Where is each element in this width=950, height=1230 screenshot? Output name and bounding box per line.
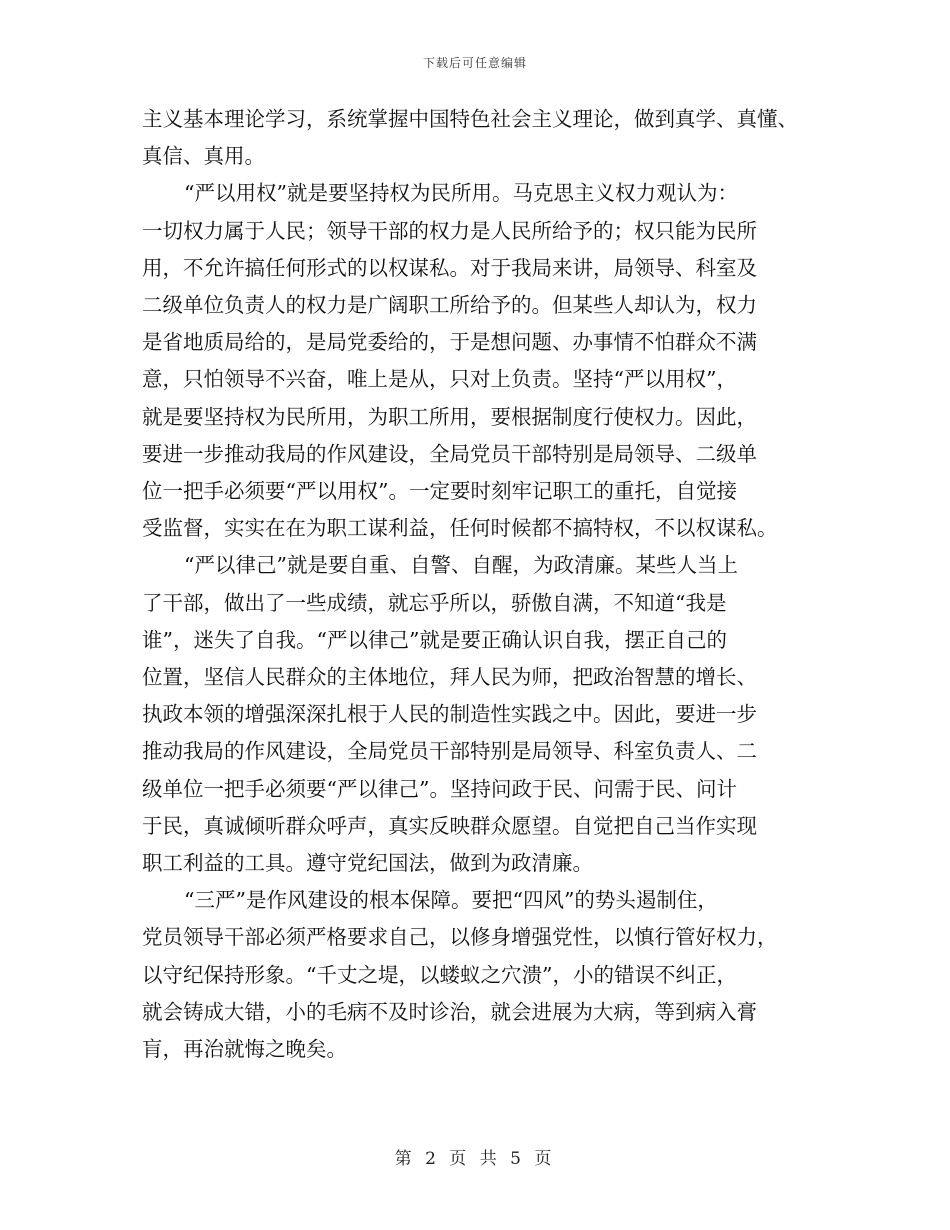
text-line: 党员领导干部必须严格要求自己，以修身增强党性，以慎行管好权力，	[142, 925, 778, 950]
paragraph-1	[142, 101, 810, 175]
text-line: 就是要坚持权为民所用，为职工所用，要根据制度行使权力。因此，	[142, 404, 757, 429]
paragraph-2	[142, 175, 810, 547]
text-line: 推动我局的作风建设，全局党员干部特别是局领导、科室负责人、二	[142, 739, 757, 764]
text-line: 执政本领的增强深深扎根于人民的制造性实践之中。因此，要进一步	[142, 702, 757, 727]
text-line: 了干部，做出了一些成绩，就忘乎所以，骄傲自满，不知道“我是	[142, 590, 727, 615]
text-line: 受监督，实实在在为职工谋利益，任何时候都不搞特权，不以权谋私。	[142, 516, 778, 541]
text-line: 肓，再治就悔之晚矣。	[142, 1037, 347, 1062]
text-line: “三严”是作风建设的根本保障。要把“四风”的势头遏制住，	[184, 888, 718, 913]
text-line: 于民，真诚倾听群众呼声，真实反映群众愿望。自觉把自己当作实现	[142, 813, 757, 838]
text-line: 级单位一把手必须要“严以律己”。坚持问政于民、问需于民、问计	[142, 776, 737, 801]
text-line: 就会铸成大错，小的毛病不及时诊治，就会进展为大病，等到病入膏	[142, 999, 757, 1024]
page-header: 下载后可任意编辑	[422, 56, 527, 70]
text-line: 谁”，迷失了自我。“严以律己”就是要正确认识自我，摆正自己的	[142, 627, 727, 652]
text-line: 职工利益的工具。遵守党纪国法，做到为政清廉。	[142, 851, 593, 876]
text-line: 用，不允许搞任何形式的以权谋私。对于我局来讲，局领导、科室及	[142, 255, 757, 280]
paragraph-3	[142, 547, 810, 882]
text-line: 以守纪保持形象。“千丈之堤，以蝼蚁之穴溃”，小的错误不纠正，	[142, 962, 737, 987]
text-line: 位一把手必须要“严以用权”。一定要时刻牢记职工的重托，自觉接	[142, 479, 737, 504]
text-line: “严以用权”就是要坚持权为民所用。马克思主义权力观认为：	[184, 181, 738, 206]
text-line: 要进一步推动我局的作风建设，全局党员干部特别是局领导、二级单	[142, 441, 757, 466]
text-line: 主义基本理论学习，系统掌握中国特色社会主义理论，做到真学、真懂、	[142, 107, 798, 131]
text-line: 是省地质局给的，是局党委给的，于是想问题、办事情不怕群众不满	[142, 330, 757, 355]
document-body	[142, 101, 810, 1068]
paragraph-4	[142, 882, 810, 1068]
text-line: “严以律己”就是要自重、自警、自醒，为政清廉。某些人当上	[184, 553, 738, 578]
page-number-footer: 第 2 页 共 5 页	[394, 1149, 556, 1169]
text-line: 位置，坚信人民群众的主体地位，拜人民为师，把政治智慧的增长、	[142, 665, 757, 690]
text-line: 真信、真用。	[142, 144, 265, 169]
text-line: 意，只怕领导不兴奋，唯上是从，只对上负责。坚持“严以用权”，	[142, 367, 737, 392]
text-line: 一切权力属于人民；领导干部的权力是人民所给予的；权只能为民所	[142, 218, 757, 243]
text-line: 二级单位负责人的权力是广阔职工所给予的。但某些人却认为，权力	[142, 293, 757, 318]
